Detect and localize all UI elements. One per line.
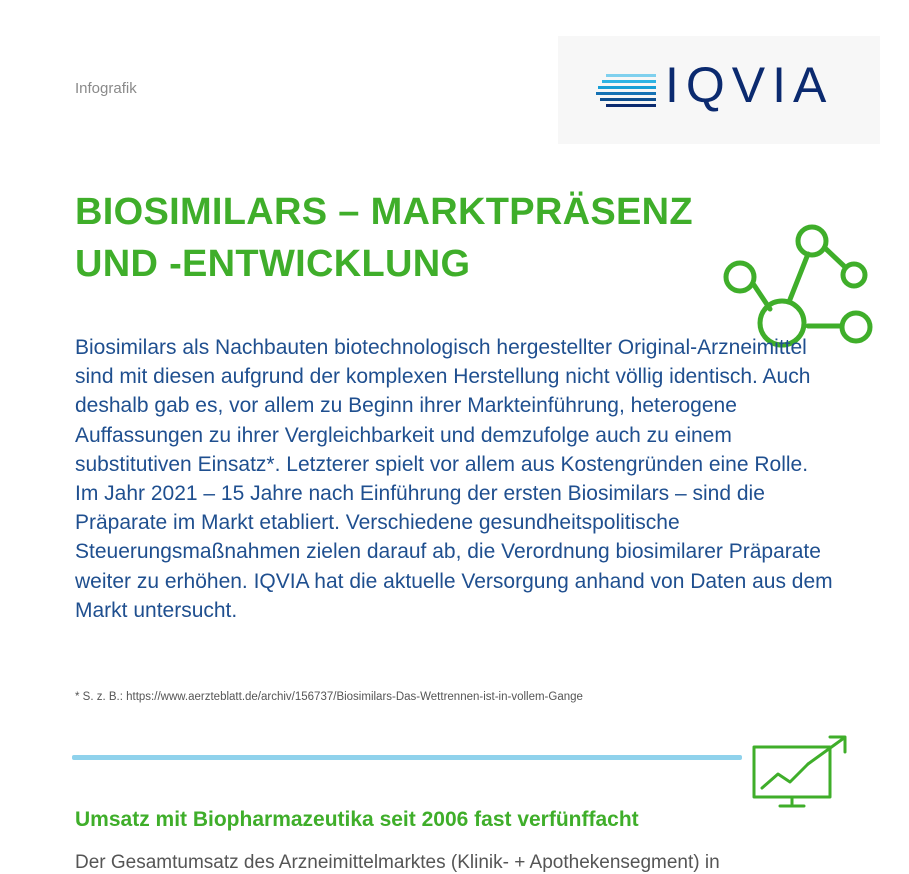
title-line-1: BIOSIMILARS – MARKTPRÄSENZ (75, 191, 693, 233)
section-divider (72, 755, 742, 760)
iqvia-logo-text: IQVIA (665, 57, 834, 113)
page-title (75, 186, 693, 290)
growth-chart-monitor-icon (748, 734, 850, 814)
title-line-2: UND -ENTWICKLUNG (75, 243, 471, 285)
footnote: * S. z. B.: https://www.aerzteblatt.de/archiv/156737/Biosimilars-Das-Wettrennen-ist-in-vollem-Gange (75, 691, 583, 703)
intro-paragraph: Biosimilars als Nachbauten biotechnologisch hergestellter Original-Arzneimittel sind mit diesen aufgrund der komplexen Herstellung nicht völlig identisch. Auch deshalb gab es, vor allem zu Beginn ihrer Markteinführung, heterogene Auffassungen zu ihrer Vergleichbarkeit und demzufolge auch zu einem substitutiven Einsatz*. Letzterer spielt vor allem aus Kostengründen eine Rolle. Im Jahr 2021 – 15 Jahre nach Einführung der ersten Biosimilars – sind die Präparate im Markt etabliert. Verschiedene gesundheitspolitische Steuerungsmaßnahmen zielen darauf ab, die Verordnung biosimilarer Präparate weiter zu erhöhen. IQVIA hat die aktuelle Versorgung anhand von Daten aus dem Markt untersucht. (75, 336, 833, 622)
iqvia-logo-icon (596, 73, 658, 109)
document-category-label: Infografik (75, 80, 137, 97)
section-heading: Umsatz mit Biopharmazeutika seit 2006 fast verfünffacht (75, 808, 639, 831)
section-body-text: Der Gesamtumsatz des Arzneimittelmarktes (Klinik- + Apothekensegment) in (75, 852, 720, 873)
